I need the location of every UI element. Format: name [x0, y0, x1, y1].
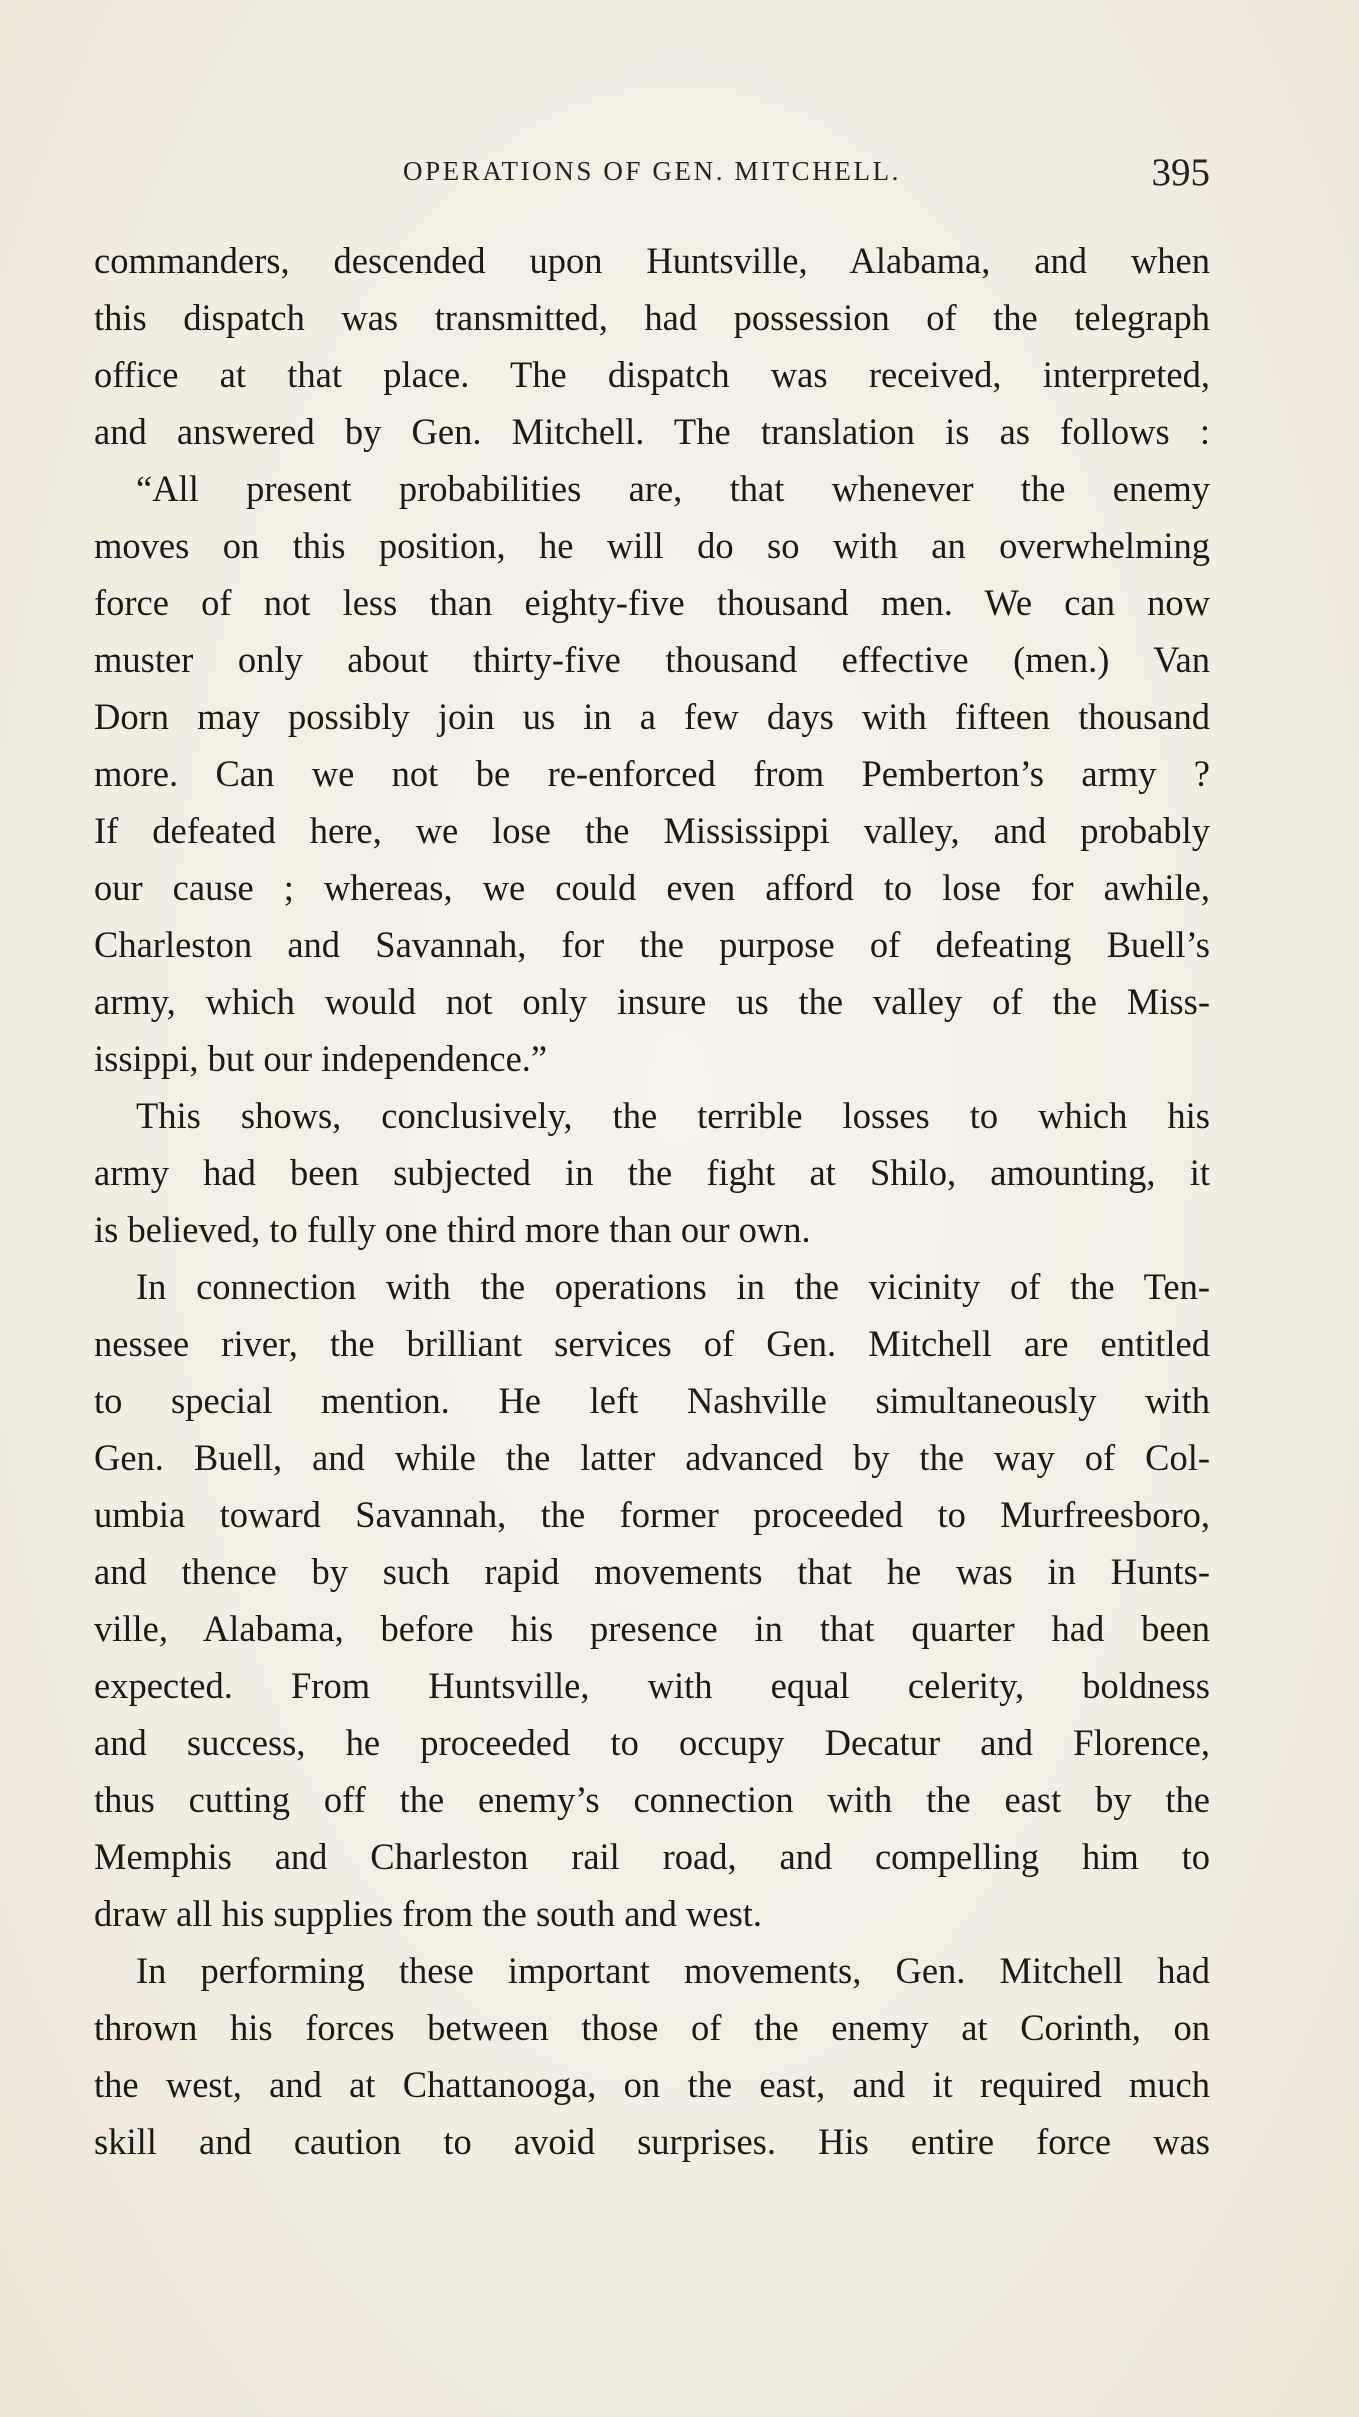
- text-line: Memphis and Charleston rail road, and compelling him to: [94, 1836, 1210, 1877]
- page-number: 395: [1151, 151, 1210, 194]
- text-line: commanders, descended upon Huntsville, Alabama, and when: [94, 240, 1210, 281]
- text-line: thrown his forces between those of the enemy at Corinth, on: [94, 2007, 1210, 2048]
- text-line: Gen. Buell, and while the latter advanced by the way of Col-: [94, 1437, 1210, 1478]
- running-head: OPERATIONS OF GEN. MITCHELL.: [402, 156, 902, 186]
- text-line: This shows, conclusively, the terrible losses to which his: [136, 1095, 1210, 1136]
- text-line: force of not less than eighty-five thousand men. We can now: [94, 582, 1210, 623]
- text-line: and success, he proceeded to occupy Decatur and Florence,: [94, 1722, 1210, 1763]
- text-line: muster only about thirty-five thousand effective (men.) Van: [94, 639, 1210, 680]
- text-line: ville, Alabama, before his presence in that quarter had been: [94, 1608, 1210, 1649]
- text-line: “All present probabilities are, that whenever the enemy: [136, 468, 1210, 509]
- text-line: Charleston and Savannah, for the purpose of defeating Buell’s: [94, 924, 1210, 965]
- text-line: army, which would not only insure us the valley of the Miss-: [94, 981, 1210, 1022]
- page-header: [94, 150, 1210, 200]
- text-line: nessee river, the brilliant services of Gen. Mitchell are entitled: [94, 1323, 1210, 1364]
- text-line: and thence by such rapid movements that he was in Hunts-: [94, 1551, 1210, 1592]
- text-line: If defeated here, we lose the Mississippi valley, and probably: [94, 810, 1210, 851]
- text-line: is believed, to fully one third more than our own.: [94, 1209, 811, 1250]
- text-line: and answered by Gen. Mitchell. The translation is as follows :: [94, 411, 1210, 452]
- body-text: [94, 232, 1210, 2170]
- text-line: In performing these important movements, Gen. Mitchell had: [136, 1950, 1210, 1991]
- text-line: this dispatch was transmitted, had possession of the telegraph: [94, 297, 1210, 338]
- text-line: our cause ; whereas, we could even afford to lose for awhile,: [94, 867, 1210, 908]
- text-line: issippi, but our independence.”: [94, 1038, 548, 1079]
- text-line: the west, and at Chattanooga, on the east, and it required much: [94, 2064, 1210, 2105]
- text-line: more. Can we not be re-enforced from Pemberton’s army ?: [94, 753, 1210, 794]
- text-line: In connection with the operations in the vicinity of the Ten-: [136, 1266, 1210, 1307]
- text-line: army had been subjected in the fight at Shilo, amounting, it: [94, 1152, 1210, 1193]
- text-line: office at that place. The dispatch was received, interpreted,: [94, 354, 1210, 395]
- text-line: to special mention. He left Nashville simultaneously with: [94, 1380, 1210, 1421]
- text-line: skill and caution to avoid surprises. His entire force was: [94, 2121, 1210, 2162]
- text-line: umbia toward Savannah, the former proceeded to Murfreesboro,: [94, 1494, 1210, 1535]
- text-line: Dorn may possibly join us in a few days with fifteen thousand: [94, 696, 1210, 737]
- text-line: moves on this position, he will do so with an overwhelming: [94, 525, 1210, 566]
- text-line: draw all his supplies from the south and west.: [94, 1893, 763, 1934]
- text-line: thus cutting off the enemy’s connection with the east by the: [94, 1779, 1210, 1820]
- text-line: expected. From Huntsville, with equal celerity, boldness: [94, 1665, 1210, 1706]
